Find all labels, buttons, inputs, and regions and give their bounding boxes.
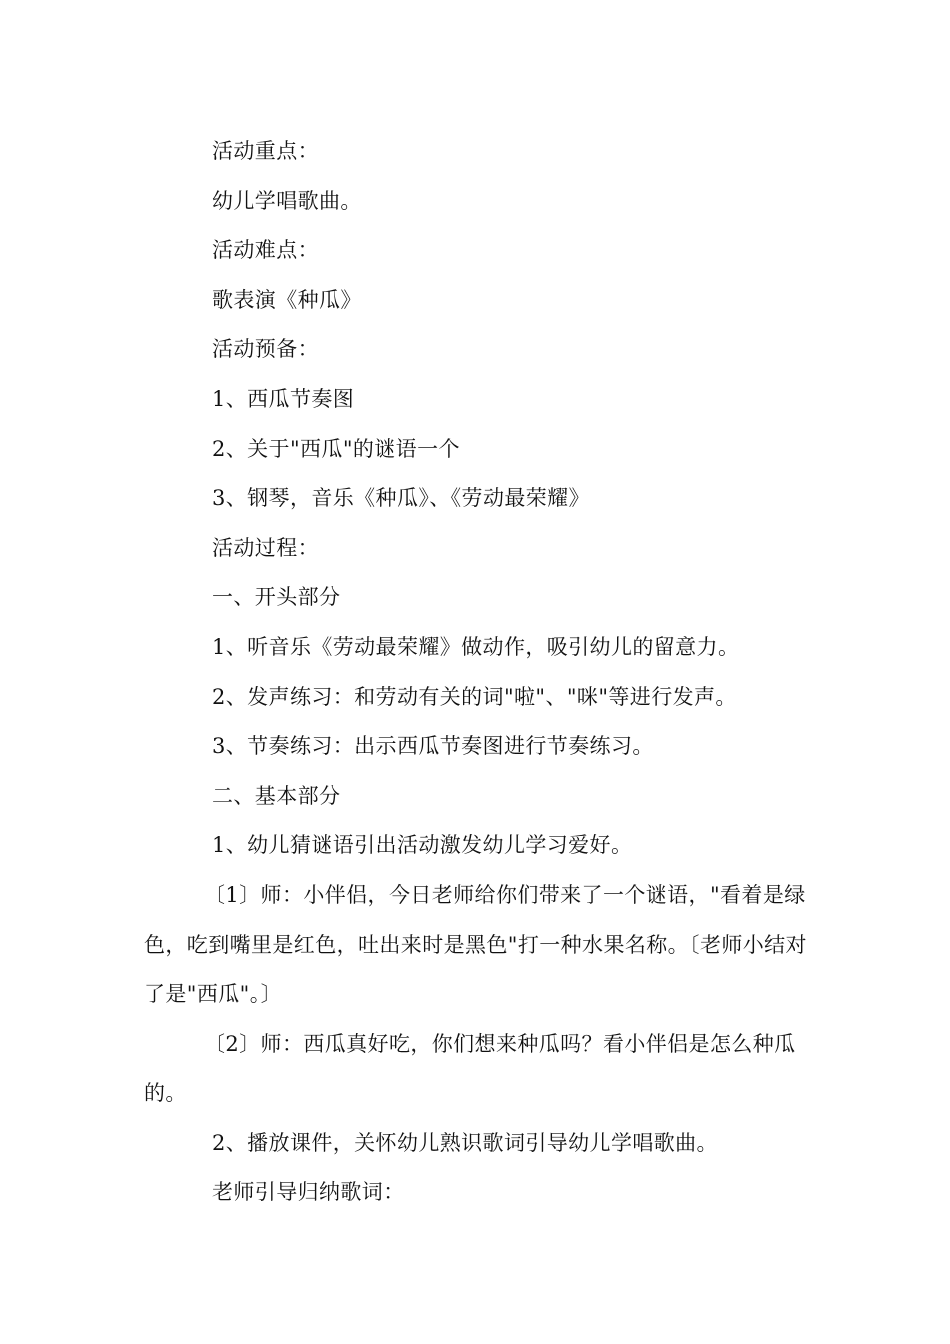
paragraph-difficulty: 歌表演《种瓜》 — [212, 287, 362, 312]
paragraph-key-point: 幼儿学唱歌曲。 — [212, 188, 362, 213]
section-heading-basic: 二、基本部分 — [212, 783, 341, 808]
paragraph-riddle: 〔1〕师：小伴侣，今日老师给你们带来了一个谜语，"看着是绿色，吃到嘴里是红色，吐出来时是黑色"打一种水果名称。〔老师小结对了是"西瓜"。〕 — [144, 882, 807, 1007]
list-item: 3、节奏练习：出示西瓜节奏图进行节奏练习。 — [212, 734, 654, 759]
paragraph-lyrics-intro: 老师引导归纳歌词： — [212, 1180, 405, 1205]
list-item: 2、发声练习：和劳动有关的词"啦"、"咪"等进行发声。 — [212, 684, 737, 709]
heading-key-point: 活动重点： — [212, 139, 319, 163]
document-body — [144, 127, 808, 1218]
list-item: 2、播放课件，关怀幼儿熟识歌词引导幼儿学唱歌曲。 — [212, 1130, 718, 1155]
list-item: 1、听音乐《劳动最荣耀》做动作，吸引幼儿的留意力。 — [212, 634, 740, 659]
list-item: 2、关于"西瓜"的谜语一个 — [212, 436, 460, 461]
list-item: 1、西瓜节奏图 — [212, 386, 355, 411]
section-heading-opening: 一、开头部分 — [212, 585, 341, 610]
list-item: 3、钢琴，音乐《种瓜》、《劳动最荣耀》 — [212, 486, 590, 511]
list-item: 1、幼儿猜谜语引出活动激发幼儿学习爱好。 — [212, 833, 633, 858]
heading-difficulty: 活动难点： — [212, 238, 319, 263]
heading-process: 活动过程： — [212, 535, 319, 560]
paragraph-watermelon: 〔2〕师：西瓜真好吃，你们想来种瓜吗？看小伴侣是怎么种瓜的。 — [144, 1031, 796, 1106]
heading-preparation: 活动预备： — [212, 337, 319, 362]
